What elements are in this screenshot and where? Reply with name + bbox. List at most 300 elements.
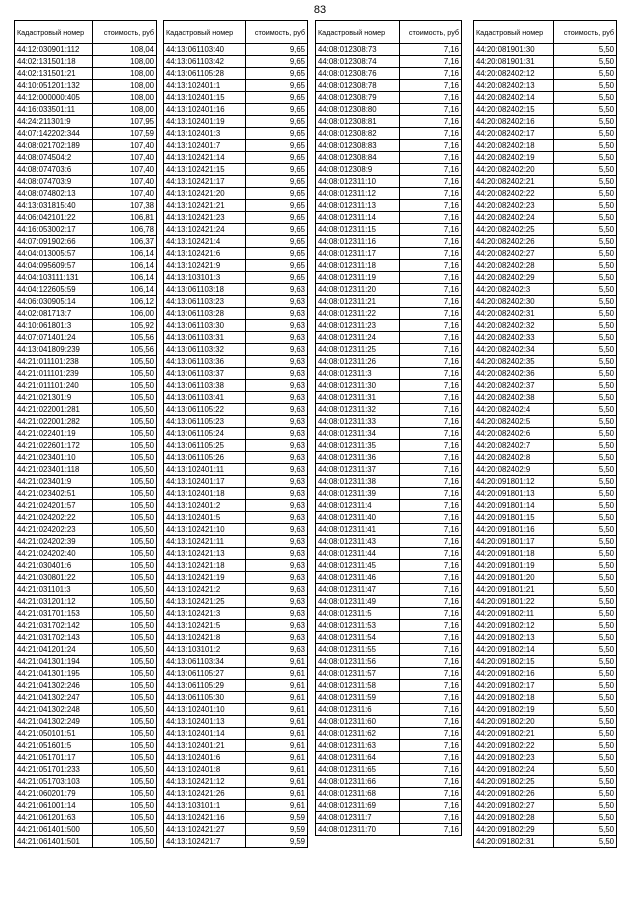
cost-cell: 107,38 [93,200,157,212]
table-row [164,236,308,248]
cadastral-number-cell: 44:13:102421:25 [164,596,246,608]
cost-cell: 7,16 [400,632,462,644]
cadastral-number-cell: 44:20:082402:18 [474,140,554,152]
cadastral-number-cell: 44:04:095609:57 [15,260,93,272]
cadastral-number-cell: 44:08:012311:23 [316,320,400,332]
cadastral-number-cell: 44:20:091802:26 [474,788,554,800]
table-row [164,704,308,716]
cadastral-number-cell: 44:08:012311:33 [316,416,400,428]
table-row [316,608,462,620]
table-row [164,92,308,104]
cadastral-number-cell: 44:13:102421:24 [164,224,246,236]
table-row [164,392,308,404]
table-row [164,512,308,524]
cost-cell: 9,63 [246,356,308,368]
cost-cell: 105,50 [93,524,157,536]
cadastral-number-cell: 44:13:061105:29 [164,680,246,692]
table-row [474,320,617,332]
cadastral-number-cell: 44:20:082402:29 [474,272,554,284]
table-row [164,764,308,776]
cadastral-number-cell: 44:13:102421:17 [164,176,246,188]
cost-cell: 9,63 [246,380,308,392]
cost-cell: 7,16 [400,212,462,224]
cadastral-number-cell: 44:20:091801:21 [474,584,554,596]
cost-cell: 7,16 [400,200,462,212]
cost-cell: 5,50 [554,692,617,704]
table-row [316,68,462,80]
cost-cell: 7,16 [400,92,462,104]
table-row [15,812,157,824]
cadastral-number-cell: 44:13:102401:19 [164,116,246,128]
table-row [164,212,308,224]
cost-cell: 106,14 [93,260,157,272]
cadastral-number-cell: 44:20:082402:4 [474,404,554,416]
table-row [15,584,157,596]
cadastral-number-cell: 44:08:012311:39 [316,488,400,500]
cost-cell: 9,63 [246,560,308,572]
cadastral-number-cell: 44:21:030801:22 [15,572,93,584]
cadastral-number-cell: 44:04:103111:131 [15,272,93,284]
table-row [474,116,617,128]
cost-cell: 105,50 [93,836,157,848]
cost-cell: 9,65 [246,260,308,272]
table-row [15,740,157,752]
table-row [15,428,157,440]
cost-cell: 105,50 [93,356,157,368]
table-row [474,596,617,608]
cost-cell: 105,50 [93,512,157,524]
cost-cell: 9,65 [246,224,308,236]
cost-cell: 9,63 [246,308,308,320]
cost-cell: 5,50 [554,800,617,812]
table-row [164,284,308,296]
table-row [316,752,462,764]
cost-cell: 5,50 [554,188,617,200]
cost-cell: 105,92 [93,320,157,332]
cost-cell: 7,16 [400,668,462,680]
cadastral-number-cell: 44:20:082402:31 [474,308,554,320]
table-row [164,200,308,212]
cost-cell: 5,50 [554,140,617,152]
cadastral-number-cell: 44:13:102421:23 [164,212,246,224]
table-row [316,308,462,320]
cadastral-number-cell: 44:13:102401:16 [164,104,246,116]
table-row [15,212,157,224]
cost-cell: 9,65 [246,212,308,224]
cadastral-number-cell: 44:20:091802:22 [474,740,554,752]
cadastral-number-cell: 44:21:024202:40 [15,548,93,560]
cost-cell: 5,50 [554,404,617,416]
cadastral-number-cell: 44:13:102401:3 [164,128,246,140]
cost-cell: 9,63 [246,392,308,404]
cadastral-number-cell: 44:08:012311:66 [316,776,400,788]
cadastral-number-cell: 44:13:102401:17 [164,476,246,488]
cadastral-number-cell: 44:08:012311:21 [316,296,400,308]
table-row [316,812,462,824]
cost-cell: 105,50 [93,812,157,824]
cost-cell: 9,65 [246,116,308,128]
cadastral-number-cell: 44:20:091802:21 [474,728,554,740]
table-row [316,140,462,152]
cost-cell: 105,50 [93,500,157,512]
cost-cell: 5,50 [554,308,617,320]
table-row [474,452,617,464]
cost-cell: 7,16 [400,452,462,464]
table-row [15,632,157,644]
cadastral-number-cell: 44:20:082402:23 [474,200,554,212]
cost-cell: 7,16 [400,188,462,200]
cost-cell: 108,00 [93,80,157,92]
table-row [474,284,617,296]
table-row [15,332,157,344]
cadastral-number-cell: 44:08:012311:55 [316,644,400,656]
cost-cell: 105,50 [93,644,157,656]
cadastral-number-cell: 44:21:022001:282 [15,416,93,428]
cadastral-number-cell: 44:13:102421:8 [164,632,246,644]
cost-cell: 5,50 [554,824,617,836]
cost-cell: 9,65 [246,188,308,200]
table-row [164,584,308,596]
table-row [474,272,617,284]
cadastral-number-cell: 44:20:091801:22 [474,596,554,608]
table-row [164,536,308,548]
cost-cell: 105,50 [93,452,157,464]
cost-cell: 5,50 [554,680,617,692]
table-row [15,800,157,812]
table-row [164,500,308,512]
cost-cell: 5,50 [554,644,617,656]
cadastral-number-cell: 44:21:041301:194 [15,656,93,668]
cadastral-number-cell: 44:13:102421:15 [164,164,246,176]
cost-cell: 9,59 [246,812,308,824]
cadastral-number-cell: 44:20:082402:30 [474,296,554,308]
table-row [164,260,308,272]
cadastral-number-cell: 44:13:103101:2 [164,644,246,656]
cost-cell: 9,63 [246,416,308,428]
cadastral-number-cell: 44:07:142202:344 [15,128,93,140]
cadastral-number-cell: 44:08:012311:43 [316,536,400,548]
table-row [164,164,308,176]
cost-cell: 7,16 [400,500,462,512]
table-row [164,476,308,488]
table-row [474,836,617,848]
table-row [474,260,617,272]
cadastral-number-cell: 44:20:082402:20 [474,164,554,176]
table-row [15,536,157,548]
cadastral-number-cell: 44:08:012308:9 [316,164,400,176]
cost-cell: 9,61 [246,716,308,728]
cadastral-number-cell: 44:21:061201:63 [15,812,93,824]
table-row [164,644,308,656]
table-row [316,548,462,560]
table-row [316,356,462,368]
cost-cell: 7,16 [400,644,462,656]
table-row [474,104,617,116]
table-row [474,824,617,836]
cost-cell: 7,16 [400,524,462,536]
table-row [316,668,462,680]
cost-cell: 7,16 [400,392,462,404]
table-row [316,824,462,836]
cadastral-number-cell: 44:13:103101:1 [164,800,246,812]
cost-cell: 5,50 [554,320,617,332]
cadastral-number-cell: 44:08:012311:45 [316,560,400,572]
cadastral-number-cell: 44:16:033501:11 [15,104,93,116]
cadastral-number-cell: 44:13:061103:38 [164,380,246,392]
table-row [164,752,308,764]
cadastral-number-cell: 44:08:012311:4 [316,500,400,512]
cadastral-number-cell: 44:13:061105:25 [164,440,246,452]
cadastral-number-cell: 44:20:091801:14 [474,500,554,512]
cadastral-number-cell: 44:10:061801:3 [15,320,93,332]
cadastral-number-cell: 44:08:012311:56 [316,656,400,668]
cost-cell: 9,63 [246,524,308,536]
cost-cell: 9,61 [246,680,308,692]
table-row [164,452,308,464]
table-row [15,644,157,656]
cadastral-number-cell: 44:08:012311:12 [316,188,400,200]
table-row [164,416,308,428]
cost-cell: 105,50 [93,764,157,776]
table-row [164,152,308,164]
table-row [474,404,617,416]
cost-cell: 107,40 [93,188,157,200]
cost-cell: 9,65 [246,236,308,248]
cost-cell: 7,16 [400,656,462,668]
table-row [316,92,462,104]
table-row [474,608,617,620]
table-row [474,440,617,452]
cadastral-number-cell: 44:20:082402:21 [474,176,554,188]
cadastral-number-cell: 44:21:011101:240 [15,380,93,392]
table-row [474,344,617,356]
cost-cell: 5,50 [554,728,617,740]
cost-cell: 5,50 [554,752,617,764]
cost-cell: 7,16 [400,272,462,284]
table-row [316,44,462,56]
cadastral-number-cell: 44:13:102421:16 [164,812,246,824]
cost-cell: 7,16 [400,248,462,260]
cadastral-number-cell: 44:20:091801:16 [474,524,554,536]
table-row [15,380,157,392]
cadastral-number-cell: 44:16:053002:17 [15,224,93,236]
table-row [164,140,308,152]
table-row [316,512,462,524]
table-row [316,56,462,68]
table-row [15,248,157,260]
cadastral-number-cell: 44:13:061103:42 [164,56,246,68]
table-row [15,200,157,212]
cadastral-number-cell: 44:13:061103:36 [164,356,246,368]
cadastral-number-cell: 44:13:102401:21 [164,740,246,752]
cadastral-number-cell: 44:20:081901:31 [474,56,554,68]
cadastral-number-cell: 44:13:102421:2 [164,584,246,596]
table-row [164,656,308,668]
table-row [316,416,462,428]
cost-cell: 7,16 [400,224,462,236]
cost-cell: 7,16 [400,728,462,740]
cadastral-number-cell: 44:20:091802:18 [474,692,554,704]
cost-cell: 9,63 [246,464,308,476]
cadastral-number-cell: 44:08:012311:62 [316,728,400,740]
table-row [164,812,308,824]
cadastral-number-cell: 44:13:061103:18 [164,284,246,296]
cadastral-number-cell: 44:08:012311:34 [316,428,400,440]
cadastral-number-cell: 44:13:102401:7 [164,140,246,152]
cadastral-number-cell: 44:20:082402:8 [474,452,554,464]
cost-cell: 105,50 [93,632,157,644]
table-row [15,776,157,788]
cost-cell: 5,50 [554,596,617,608]
cost-cell: 5,50 [554,44,617,56]
cadastral-number-cell: 44:13:102421:13 [164,548,246,560]
table-row [164,344,308,356]
cadastral-number-cell: 44:13:102401:8 [164,764,246,776]
table-row [164,356,308,368]
table-row [164,776,308,788]
cadastral-number-cell: 44:08:012311:54 [316,632,400,644]
table-row [316,596,462,608]
cadastral-number-cell: 44:13:102421:18 [164,560,246,572]
cadastral-table-2 [163,20,308,848]
cadastral-number-cell: 44:13:031815:40 [15,200,93,212]
cost-cell: 7,16 [400,320,462,332]
cadastral-number-cell: 44:08:012311:65 [316,764,400,776]
cadastral-number-cell: 44:08:012311:59 [316,692,400,704]
cost-cell: 7,16 [400,464,462,476]
cost-cell: 5,50 [554,260,617,272]
table-row [316,680,462,692]
cost-cell: 9,59 [246,836,308,848]
cadastral-number-cell: 44:21:031702:142 [15,620,93,632]
cost-cell: 7,16 [400,800,462,812]
cadastral-number-cell: 44:21:023401:10 [15,452,93,464]
cadastral-number-cell: 44:08:012311:13 [316,200,400,212]
cost-cell: 7,16 [400,56,462,68]
table-row [474,476,617,488]
cadastral-number-cell: 44:20:082402:13 [474,80,554,92]
cadastral-number-cell: 44:20:091802:24 [474,764,554,776]
cadastral-number-cell: 44:21:022601:172 [15,440,93,452]
cadastral-number-cell: 44:21:051701:17 [15,752,93,764]
cost-cell: 9,65 [246,80,308,92]
table-row [316,104,462,116]
table-row [474,392,617,404]
cost-cell: 5,50 [554,356,617,368]
cost-cell: 9,65 [246,44,308,56]
cost-cell: 9,65 [246,152,308,164]
table-row [474,584,617,596]
cost-cell: 7,16 [400,116,462,128]
cadastral-number-cell: 44:08:012311:49 [316,596,400,608]
cost-cell: 9,65 [246,92,308,104]
table-row [474,380,617,392]
table-row [15,668,157,680]
cadastral-number-cell: 44:21:061401:501 [15,836,93,848]
table-row [164,548,308,560]
cadastral-number-cell: 44:02:131501:18 [15,56,93,68]
table-row [316,80,462,92]
column-header-cadastral-number: Кадастровый номер [316,21,400,44]
table-row [474,236,617,248]
cost-cell: 105,50 [93,608,157,620]
cadastral-number-cell: 44:13:061103:34 [164,656,246,668]
table-row [164,524,308,536]
table-row [474,224,617,236]
cost-cell: 5,50 [554,56,617,68]
cost-cell: 5,50 [554,428,617,440]
cost-cell: 7,16 [400,596,462,608]
cost-cell: 5,50 [554,332,617,344]
table-row [474,488,617,500]
table-row [474,512,617,524]
table-row [15,392,157,404]
table-row [15,788,157,800]
cadastral-number-cell: 44:08:012308:74 [316,56,400,68]
cost-cell: 107,59 [93,128,157,140]
table-row [474,188,617,200]
cadastral-table-1 [14,20,157,848]
table-row [15,620,157,632]
cost-cell: 9,63 [246,428,308,440]
cost-cell: 7,16 [400,308,462,320]
cost-cell: 9,63 [246,536,308,548]
cadastral-number-cell: 44:13:102421:14 [164,152,246,164]
cadastral-number-cell: 44:20:082402:32 [474,320,554,332]
cost-cell: 7,16 [400,620,462,632]
table-row [15,152,157,164]
cadastral-number-cell: 44:08:012311:14 [316,212,400,224]
cadastral-number-cell: 44:13:102421:5 [164,620,246,632]
cost-cell: 9,65 [246,248,308,260]
table-row [316,284,462,296]
table-row [474,56,617,68]
cadastral-number-cell: 44:20:082402:27 [474,248,554,260]
cadastral-number-cell: 44:06:030905:14 [15,296,93,308]
table-row [316,500,462,512]
cadastral-number-cell: 44:21:050101:51 [15,728,93,740]
cost-cell: 7,16 [400,716,462,728]
cost-cell: 7,16 [400,344,462,356]
table-row [15,272,157,284]
table-row [15,140,157,152]
cost-cell: 105,50 [93,404,157,416]
table-row [474,140,617,152]
table-row [474,536,617,548]
table-row [474,524,617,536]
cost-cell: 9,61 [246,740,308,752]
cost-cell: 9,63 [246,500,308,512]
cost-cell: 5,50 [554,380,617,392]
cadastral-number-cell: 44:13:102421:26 [164,788,246,800]
table-row [316,296,462,308]
cost-cell: 105,50 [93,368,157,380]
cadastral-number-cell: 44:21:041302:248 [15,704,93,716]
table-row [474,416,617,428]
cadastral-number-cell: 44:13:102421:11 [164,536,246,548]
cadastral-number-cell: 44:13:102401:15 [164,92,246,104]
cost-cell: 9,61 [246,764,308,776]
cadastral-number-cell: 44:20:082402:17 [474,128,554,140]
cost-cell: 9,61 [246,752,308,764]
cadastral-number-cell: 44:08:012311:7 [316,812,400,824]
cost-cell: 107,40 [93,152,157,164]
cost-cell: 7,16 [400,572,462,584]
cadastral-number-cell: 44:20:091802:19 [474,704,554,716]
cost-cell: 9,61 [246,692,308,704]
cadastral-number-cell: 44:21:024201:57 [15,500,93,512]
cadastral-number-cell: 44:20:091801:13 [474,488,554,500]
